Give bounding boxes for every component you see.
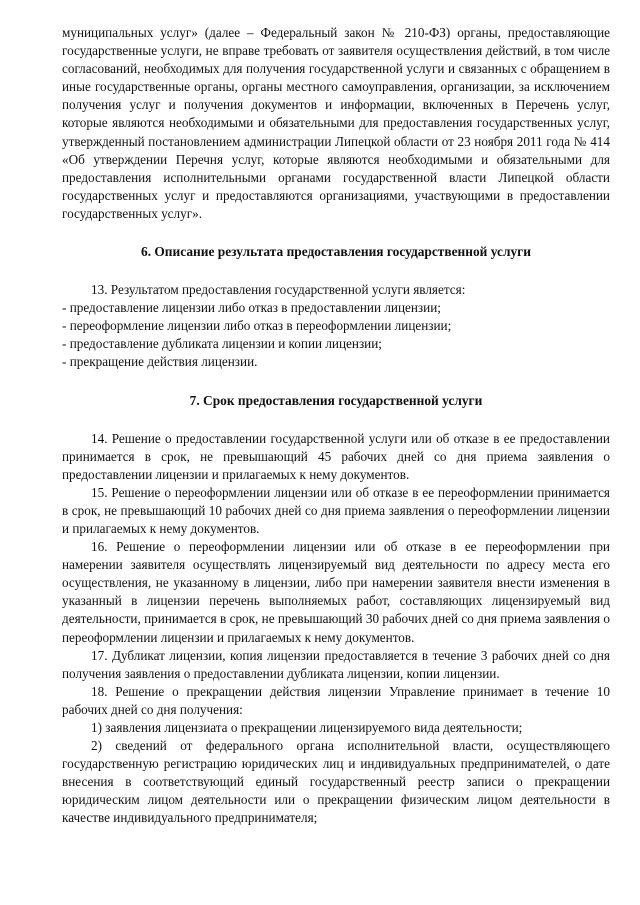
result-item-1: - предоставление лицензии либо отказ в предоставлении лицензии;: [62, 300, 441, 316]
result-item-3: - предоставление дубликата лицензии и копии лицензии;: [62, 336, 382, 352]
document-page: [62, 24, 610, 828]
section-7-body: [62, 430, 610, 828]
section-6-body: [62, 281, 610, 371]
result-item-2: - переоформление лицензии либо отказ в переоформлении лицензии;: [62, 318, 452, 334]
paragraph-16: 16. Решение о переоформлении лицензии или об отказе в ее переоформлении при намерении заявителя осуществлять лицензируемый вид деятельности по адресу места его осуществления, не указанному в лицензии, либо при намерении заявителя внести изменения в указанный в лицензии перечень выполняемых работ, составляющих лицензируемый вид деятельности, принимается в срок, не превышающий 30 рабочих дней со дня приема заявления о переоформлении лицензии и прилагаемых к нему документов.: [62, 539, 610, 645]
intro-paragraph: муниципальных услуг» (далее – Федеральный закон № 210-ФЗ) органы, предоставляющие государственные услуги, не вправе требовать от заявителя осуществления действий, в том числе согласований, необходимых для получения государственной услуги и связанных с обращением в иные государственные органы, органы местного самоуправления, организации, за исключением получения услуг и получения документов и информации, включенных в Перечень услуг, которые являются необходимыми и обязательными для предоставления государственных услуг, утвержденный постановлением администрации Липецкой области от 23 ноября 2011 года № 414 «Об утверждении Перечня услуг, которые являются необходимыми и обязательными для предоставления исполнительными органами государственной власти Липецкой области государственных услуг и предоставляются организациями, участвующими в предоставлении государственных услуг».: [62, 25, 610, 221]
paragraph-15: 15. Решение о переоформлении лицензии или об отказе в ее переоформлении принимается в срок, не превышающий 10 рабочих дней со дня приема заявления о переоформлении лицензии и прилагаемых к нему документов.: [62, 484, 610, 536]
section-6-heading: 6. Описание результата предоставления государственной услуги: [141, 244, 531, 260]
result-lead: 13. Результатом предоставления государственной услуги является:: [91, 282, 466, 298]
paragraph-18-item-2: 2) сведений от федерального органа исполнительной власти, осуществляющего государственную регистрацию юридических лиц и индивидуальных предпринимателей, о дате внесения в соответствующий единый государственный реестр записи о прекращении юридическим лицом деятельности или о прекращении физическим лицом деятельности в качестве индивидуального предпринимателя;: [62, 738, 610, 826]
result-item-4: - прекращение действия лицензии.: [62, 354, 258, 370]
paragraph-14: 14. Решение о предоставлении государственной услуги или об отказе в ее предоставлении принимается в срок, не превышающий 45 рабочих дней со дня приема заявления о предоставлении лицензии и прилагаемых к нему документов.: [62, 430, 610, 482]
paragraph-18: 18. Решение о прекращении действия лицензии Управление принимает в течение 10 рабочих дней со дня получения:: [62, 683, 610, 717]
section-7-heading: 7. Срок предоставления государственной услуги: [189, 392, 483, 408]
paragraph-17: 17. Дубликат лицензии, копия лицензии предоставляется в течение 3 рабочих дней со дня получения заявления о предоставлении дубликата лицензии, копии лицензии.: [62, 647, 610, 681]
paragraph-18-item-1: 1) заявления лицензиата о прекращении лицензируемого вида деятельности;: [91, 720, 523, 735]
